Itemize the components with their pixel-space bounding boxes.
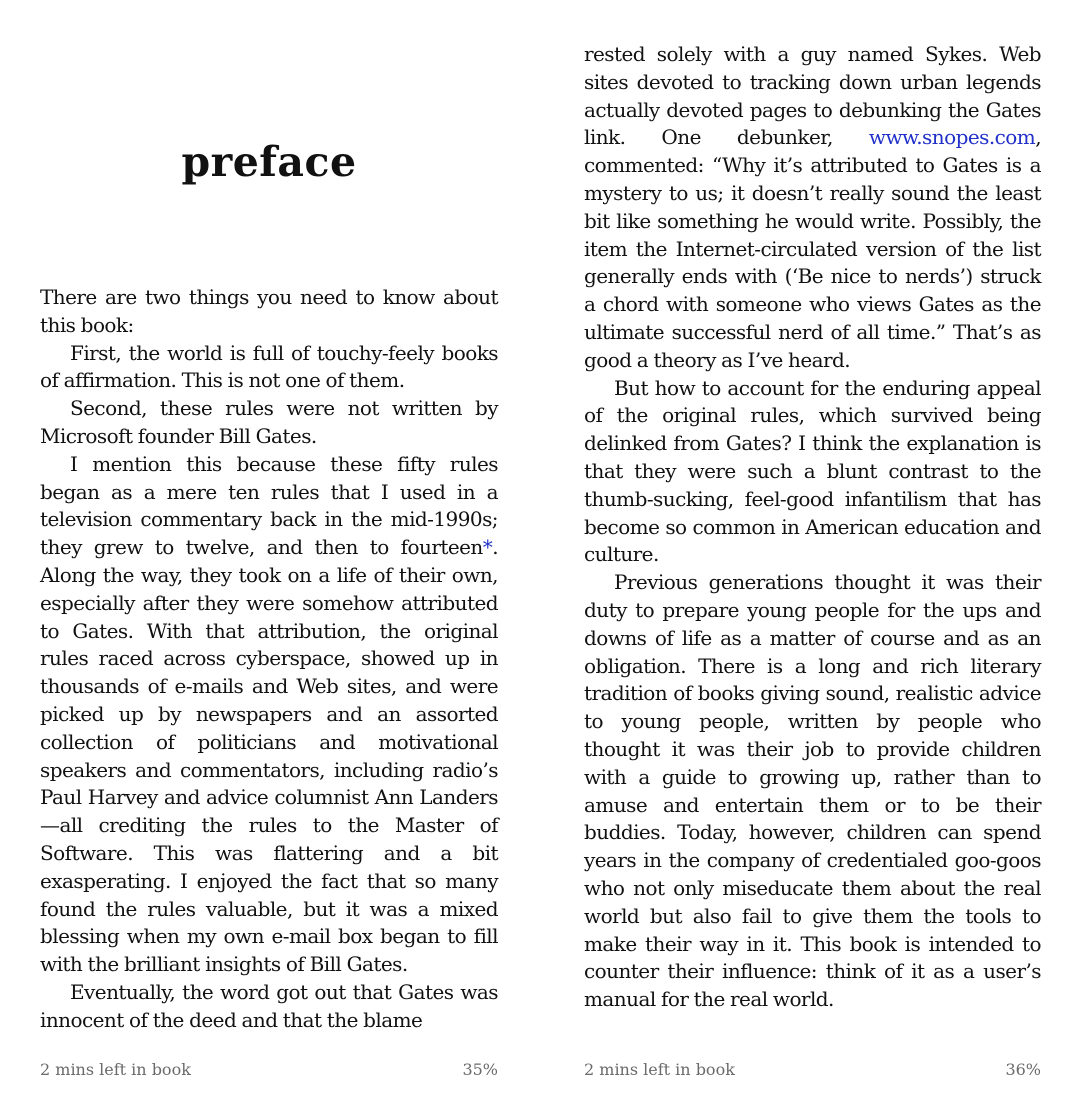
left-page	[40, 0, 498, 1106]
paragraph: First, the world is full of touchy-feely books of affirmation. This is not one of them.	[40, 340, 498, 393]
time-left-label: 2 mins left in book	[584, 1060, 735, 1079]
chapter-title: preface	[181, 138, 357, 186]
left-page-body	[40, 284, 498, 1035]
paragraph: Eventually, the word got out that Gates was innocent of the deed and that the blame	[40, 979, 498, 1032]
paragraph	[40, 451, 498, 979]
paragraph-text: , commented: “Why it’s attributed to Gates is a mystery to us; it doesn’t really sound the least bit like something he would write. Possibly, the item the Internet-circulated version of the list generally ends with (‘Be nice to nerds’) struck a chord with someone who views Gates as the ultimate successful nerd of all time.” That’s as good a theory as I’ve heard.	[584, 125, 1041, 372]
time-left-label: 2 mins left in book	[40, 1060, 191, 1079]
progress-percent: 35%	[462, 1060, 498, 1079]
footnote-link[interactable]: *	[482, 535, 493, 560]
paragraph: Previous generations thought it was their duty to prepare young people for the ups and downs of life as a matter of course and as an obligation. There is a long and rich literary tradition of books giving sound, realistic advice to young people, written by people who thought it was their job to provide children with a guide to growing up, rather than to amuse and entertain them or to be their buddies. Today, however, children can spend years in the company of credentialed goo-goos who not only miseducate them about the real world but also fail to give them the tools to make their way in it. This book is intended to counter their influence: think of it as a user’s manual for the real world.	[584, 570, 1041, 1012]
paragraph: There are two things you need to know about this book:	[40, 285, 498, 337]
paragraph: But how to account for the enduring appeal of the original rules, which survived being delinked from Gates? I think the explanation is that they were such a blunt contrast to the thumb-sucking, feel-good infantilism that has become so common in American education and culture.	[584, 375, 1041, 567]
right-page-body	[584, 41, 1041, 1014]
snopes-link[interactable]: www.snopes.com	[868, 125, 1036, 150]
progress-percent: 36%	[1005, 1060, 1041, 1079]
right-page	[584, 0, 1041, 1106]
paragraph-text: I mention this because these fifty rules began as a mere ten rules that I used in a television commentary back in the mid-1990s; they grew to twelve, and then to fourteen	[40, 451, 498, 560]
paragraph-text: rested solely with a guy named Sykes. Web sites devoted to tracking down urban legends actually devoted pages to debunking the Gates link. One debunker,	[584, 42, 1041, 150]
paragraph: Second, these rules were not written by Microsoft founder Bill Gates.	[40, 396, 498, 448]
paragraph	[584, 41, 1041, 375]
paragraph-text: . Along the way, they took on a life of their own, especially after they were somehow attributed to Gates. With that attribution, the original rules raced across cyberspace, showed up in thousands of e-mails and Web sites, and were picked up by newspapers and an assorted collection of politicians and motivational speakers and commentators, including radio’s Paul Harvey and advice columnist Ann Landers—all crediting the rules to the Master of Software. This was flattering and a bit exasperating. I enjoyed the fact that so many found the rules valuable, but it was a mixed blessing when my own e-mail box began to fill with the brilliant insights of Bill Gates.	[40, 535, 498, 977]
